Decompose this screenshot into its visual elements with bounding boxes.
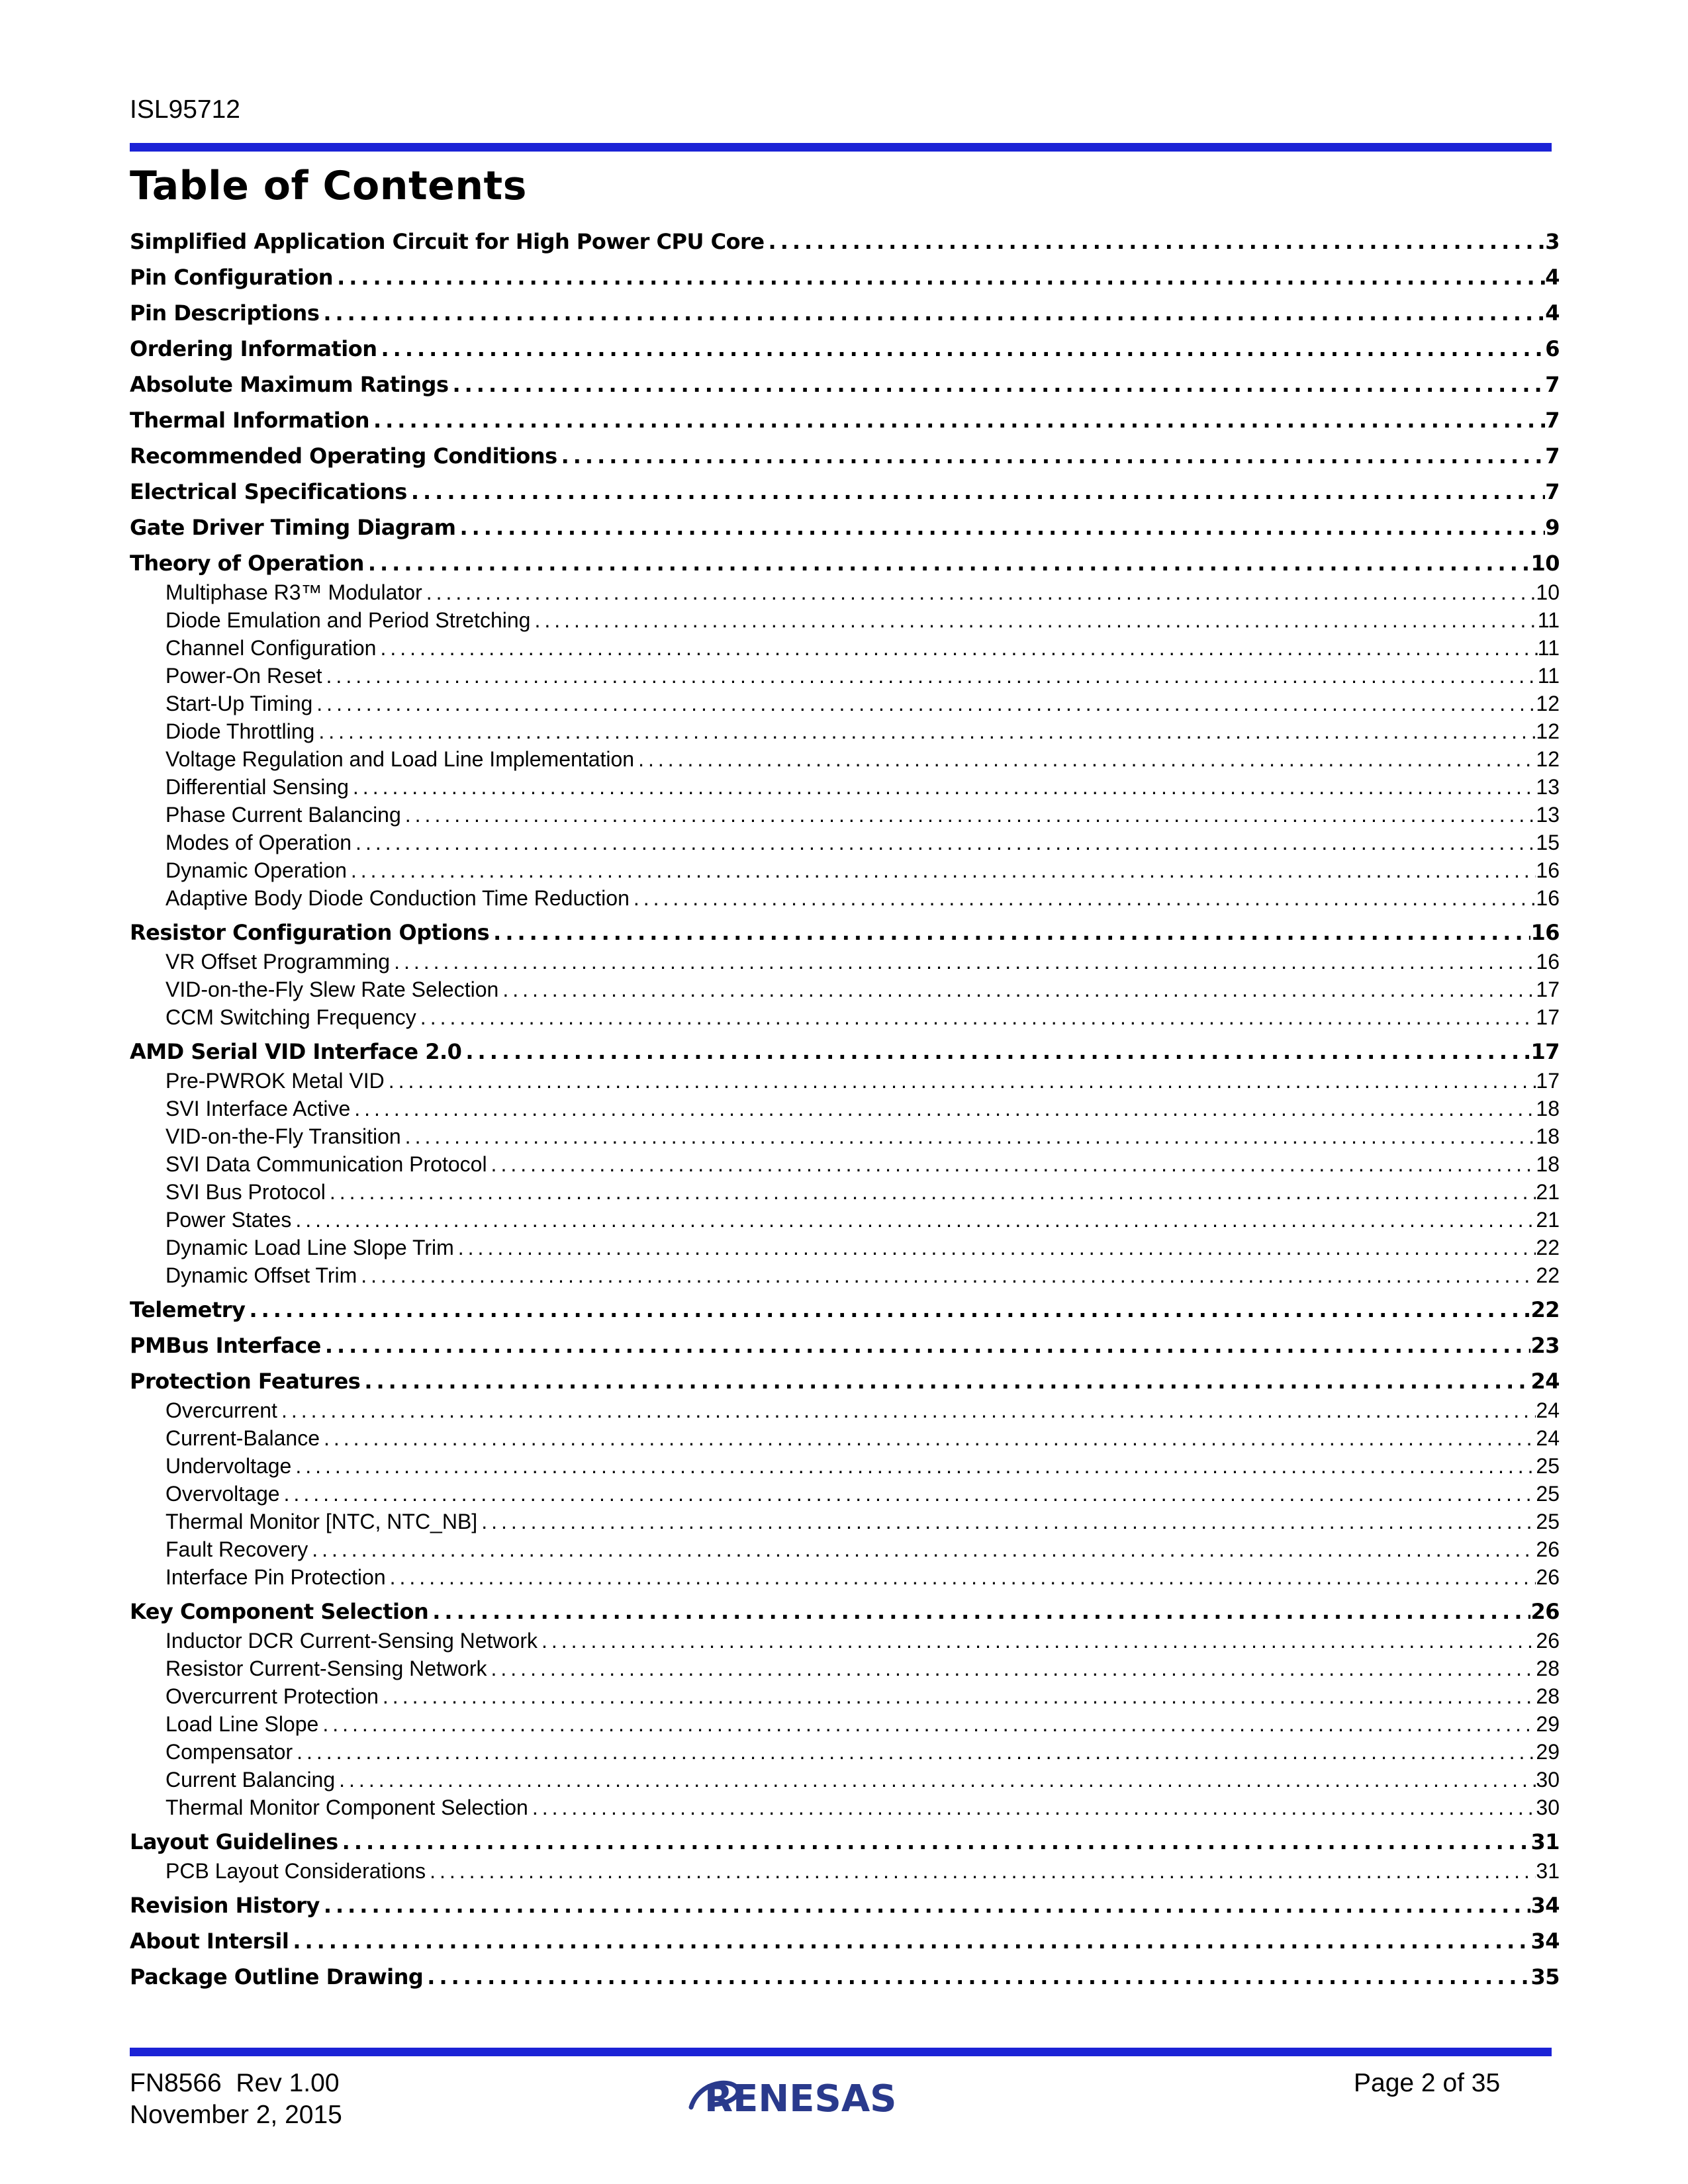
toc-leader-dots xyxy=(454,1236,1536,1260)
toc-subsection-link[interactable] xyxy=(130,717,1560,745)
toc-leader-dots xyxy=(416,1005,1536,1030)
toc-subsection-link[interactable] xyxy=(130,1655,1560,1682)
toc-entry-label: Diode Throttling xyxy=(165,719,315,743)
toc-subsection-link[interactable] xyxy=(130,1424,1560,1452)
toc-entry-page: 31 xyxy=(1536,1858,1560,1883)
page-title: Table of Contents xyxy=(130,163,527,209)
toc-entry-label: Simplified Application Circuit for High Power CPU Core xyxy=(130,229,765,254)
toc-entry-label: Load Line Slope xyxy=(165,1711,319,1736)
footer-doc-info xyxy=(130,2068,342,2131)
toc-entry-label: AMD Serial VID Interface 2.0 xyxy=(130,1039,462,1064)
toc-entry-page: 9 xyxy=(1545,515,1560,540)
toc-entry-label: Current Balancing xyxy=(165,1767,336,1792)
toc-entry-page: 35 xyxy=(1530,1964,1560,1989)
toc-entry-label: Power States xyxy=(165,1207,292,1232)
toc-entry-page: 10 xyxy=(1536,580,1560,604)
toc-entry-label: Dynamic Operation xyxy=(165,858,347,882)
toc-entry-label: CCM Switching Frequency xyxy=(165,1005,416,1029)
toc-entry-label: Resistor Current-Sensing Network xyxy=(165,1656,487,1680)
header-rule xyxy=(130,143,1552,152)
toc-entry-label: Diode Emulation and Period Stretching xyxy=(165,608,531,632)
toc-entry-page: 17 xyxy=(1536,1005,1560,1029)
toc-subsection-link[interactable] xyxy=(130,578,1560,606)
toc-leader-dots xyxy=(487,1657,1536,1681)
toc-entry-label: Pin Descriptions xyxy=(130,300,320,326)
toc-leader-dots xyxy=(489,920,1530,945)
toc-entry-label: Channel Configuration xyxy=(165,635,377,660)
toc-leader-dots xyxy=(318,1712,1536,1737)
toc-leader-dots xyxy=(422,580,1536,605)
toc-entry-page: 21 xyxy=(1536,1179,1560,1204)
toc-entry-page: 3 xyxy=(1545,229,1560,254)
toc-entry-page: 18 xyxy=(1536,1124,1560,1148)
toc-subsection-link[interactable] xyxy=(130,856,1560,884)
toc-entry-page: 16 xyxy=(1536,858,1560,882)
toc-entry-page: 7 xyxy=(1545,479,1560,504)
toc-entry-page: 10 xyxy=(1530,551,1560,576)
toc-leader-dots xyxy=(326,1180,1536,1205)
toc-leader-dots xyxy=(428,1599,1530,1624)
toc-entry-page: 18 xyxy=(1536,1096,1560,1120)
toc-subsection-link[interactable] xyxy=(130,745,1560,773)
toc-entry-page: 16 xyxy=(1536,949,1560,974)
toc-entry-label: Recommended Operating Conditions xyxy=(130,443,557,469)
toc-entry-page: 7 xyxy=(1545,443,1560,469)
toc-subsection-link[interactable] xyxy=(130,1627,1560,1655)
toc-entry-label: Start-Up Timing xyxy=(165,691,313,715)
toc-entry-page: 22 xyxy=(1530,1297,1560,1322)
toc-entry-label: Overcurrent xyxy=(165,1398,277,1422)
toc-entry-label: Overcurrent Protection xyxy=(165,1684,379,1708)
renesas-logo-text: RENESAS xyxy=(704,2077,897,2120)
renesas-logo-icon xyxy=(686,2074,964,2120)
toc-entry-label: PMBus Interface xyxy=(130,1333,321,1358)
renesas-logo xyxy=(686,2074,964,2124)
toc-section-link[interactable] xyxy=(130,1959,1560,1995)
toc-entry-label: Protection Features xyxy=(130,1369,361,1394)
toc-section-link[interactable] xyxy=(130,1888,1560,1923)
toc-entry-label: Interface Pin Protection xyxy=(165,1565,386,1589)
toc-entry-page: 18 xyxy=(1536,1152,1560,1176)
toc-leader-dots xyxy=(312,692,1536,716)
toc-subsection-link[interactable] xyxy=(130,606,1560,634)
toc-leader-dots xyxy=(401,1124,1536,1149)
toc-section-link[interactable] xyxy=(130,1824,1560,1860)
toc-entry-label: Pre-PWROK Metal VID xyxy=(165,1068,385,1093)
toc-subsection-link[interactable] xyxy=(130,1794,1560,1821)
toc-subsection-link[interactable] xyxy=(130,1178,1560,1206)
toc-leader-dots xyxy=(477,1510,1536,1534)
toc-entry-page: 29 xyxy=(1536,1711,1560,1736)
toc-entry-label: Overvoltage xyxy=(165,1481,280,1506)
toc-entry-label: SVI Bus Protocol xyxy=(165,1179,326,1204)
toc-entry-label: Absolute Maximum Ratings xyxy=(130,372,449,397)
toc-leader-dots xyxy=(320,1426,1536,1451)
toc-entry-page: 16 xyxy=(1536,886,1560,910)
toc-leader-dots xyxy=(347,858,1536,883)
toc-entry-page: 25 xyxy=(1536,1509,1560,1533)
toc-section-link[interactable] xyxy=(130,474,1560,510)
toc-subsection-link[interactable] xyxy=(130,1452,1560,1480)
toc-leader-dots xyxy=(289,1929,1530,1954)
toc-leader-dots xyxy=(538,1629,1536,1653)
toc-entry-page: 17 xyxy=(1536,977,1560,1001)
toc-subsection-link[interactable] xyxy=(130,1766,1560,1794)
toc-entry-page: 26 xyxy=(1536,1628,1560,1653)
toc-subsection-link[interactable] xyxy=(130,1003,1560,1031)
toc-entry-page: 28 xyxy=(1536,1656,1560,1680)
toc-leader-dots xyxy=(314,719,1536,744)
toc-leader-dots xyxy=(291,1208,1536,1232)
toc-subsection-link[interactable] xyxy=(130,662,1560,690)
toc-entry-label: Layout Guidelines xyxy=(130,1829,338,1854)
toc-entry-label: SVI Interface Active xyxy=(165,1096,351,1120)
toc-leader-dots xyxy=(280,1482,1536,1506)
toc-entry-label: Revision History xyxy=(130,1893,320,1918)
toc-entry-label: About Intersil xyxy=(130,1929,289,1954)
toc-entry-page: 26 xyxy=(1536,1537,1560,1561)
toc-leader-dots xyxy=(322,664,1538,688)
toc-section-link[interactable] xyxy=(130,331,1560,367)
toc-leader-dots xyxy=(461,1039,1530,1064)
toc-leader-dots xyxy=(557,443,1546,469)
toc-entry-page: 25 xyxy=(1536,1481,1560,1506)
toc-entry-label: SVI Data Communication Protocol xyxy=(165,1152,487,1176)
toc-entry-label: PCB Layout Considerations xyxy=(165,1858,426,1883)
toc-entry-page: 15 xyxy=(1536,830,1560,854)
toc-subsection-link[interactable] xyxy=(130,1067,1560,1095)
toc-entry-page: 24 xyxy=(1536,1398,1560,1422)
footer-page-number: Page 2 of 35 xyxy=(1354,2069,1501,2097)
header-part-number: ISL95712 xyxy=(130,95,240,124)
toc-entry-label: Gate Driver Timing Diagram xyxy=(130,515,456,540)
toc-section-link[interactable] xyxy=(130,1363,1560,1399)
toc-leader-dots xyxy=(630,886,1536,911)
toc-section-link[interactable] xyxy=(130,295,1560,331)
table-of-contents xyxy=(130,224,1560,1995)
toc-leader-dots xyxy=(423,1964,1530,1989)
toc-entry-label: Resistor Configuration Options xyxy=(130,920,490,945)
toc-subsection-link[interactable] xyxy=(130,1150,1560,1178)
toc-entry-page: 6 xyxy=(1545,336,1560,361)
toc-entry-page: 11 xyxy=(1537,635,1560,660)
toc-entry-label: Dynamic Offset Trim xyxy=(165,1263,357,1287)
toc-entry-page: 28 xyxy=(1536,1684,1560,1708)
toc-entry-label: Phase Current Balancing xyxy=(165,802,401,827)
toc-subsection-link[interactable] xyxy=(130,773,1560,801)
toc-entry-label: Thermal Information xyxy=(130,408,369,433)
toc-leader-dots xyxy=(369,408,1545,433)
toc-entry-label: Thermal Monitor Component Selection xyxy=(165,1795,528,1819)
toc-entry-page: 34 xyxy=(1530,1929,1560,1954)
toc-section-link[interactable] xyxy=(130,1292,1560,1328)
toc-leader-dots xyxy=(386,1565,1536,1590)
toc-subsection-link[interactable] xyxy=(130,1738,1560,1766)
toc-entry-page: 22 xyxy=(1536,1263,1560,1287)
toc-leader-dots xyxy=(455,515,1545,540)
toc-subsection-link[interactable] xyxy=(130,1234,1560,1261)
footer-rule xyxy=(130,2048,1552,2056)
toc-leader-dots xyxy=(349,775,1536,799)
toc-leader-dots xyxy=(379,1684,1536,1709)
toc-leader-dots xyxy=(765,229,1546,254)
toc-subsection-link[interactable] xyxy=(130,1480,1560,1508)
toc-subsection-link[interactable] xyxy=(130,1710,1560,1738)
toc-entry-page: 11 xyxy=(1537,608,1560,632)
toc-leader-dots xyxy=(376,636,1537,660)
toc-leader-dots xyxy=(426,1859,1536,1884)
toc-entry-label: Inductor DCR Current-Sensing Network xyxy=(165,1628,538,1653)
toc-leader-dots xyxy=(498,978,1536,1002)
toc-entry-page: 26 xyxy=(1530,1599,1560,1624)
toc-leader-dots xyxy=(350,1097,1536,1121)
toc-entry-label: VID-on-the-Fly Transition xyxy=(165,1124,401,1148)
toc-subsection-link[interactable] xyxy=(130,884,1560,912)
toc-entry-page: 31 xyxy=(1530,1829,1560,1854)
toc-entry-page: 25 xyxy=(1536,1453,1560,1478)
toc-leader-dots xyxy=(390,950,1536,974)
toc-entry-page: 22 xyxy=(1536,1235,1560,1259)
toc-subsection-link[interactable] xyxy=(130,976,1560,1003)
toc-leader-dots xyxy=(277,1398,1536,1423)
toc-entry-page: 34 xyxy=(1530,1893,1560,1918)
toc-leader-dots xyxy=(335,1768,1536,1792)
toc-leader-dots xyxy=(321,1333,1531,1358)
toc-leader-dots xyxy=(338,1829,1531,1854)
toc-entry-page: 30 xyxy=(1536,1795,1560,1819)
toc-section-link[interactable] xyxy=(130,438,1560,474)
toc-entry-page: 4 xyxy=(1545,265,1560,290)
toc-entry-page: 7 xyxy=(1545,408,1560,433)
toc-entry-label: Package Outline Drawing xyxy=(130,1964,424,1989)
toc-entry-label: VR Offset Programming xyxy=(165,949,391,974)
toc-entry-label: Compensator xyxy=(165,1739,293,1764)
toc-entry-label: Key Component Selection xyxy=(130,1599,429,1624)
toc-subsection-link[interactable] xyxy=(130,829,1560,856)
toc-entry-page: 12 xyxy=(1536,747,1560,771)
toc-section-link[interactable] xyxy=(130,1328,1560,1363)
toc-entry-label: Telemetry xyxy=(130,1297,246,1322)
toc-entry-label: Voltage Regulation and Load Line Implementation xyxy=(165,747,635,771)
toc-section-link[interactable] xyxy=(130,915,1560,950)
toc-section-link[interactable] xyxy=(130,402,1560,438)
footer-doc-number: FN8566 Rev 1.00 xyxy=(130,2069,340,2097)
toc-leader-dots xyxy=(357,1263,1536,1288)
toc-entry-label: Thermal Monitor [NTC, NTC_NB] xyxy=(165,1509,478,1533)
toc-section-link[interactable] xyxy=(130,545,1560,581)
toc-section-link[interactable] xyxy=(130,1923,1560,1959)
toc-leader-dots xyxy=(320,1893,1531,1918)
toc-entry-page: 24 xyxy=(1530,1369,1560,1394)
toc-entry-page: 30 xyxy=(1536,1767,1560,1792)
toc-section-link[interactable] xyxy=(130,224,1560,259)
toc-entry-label: Modes of Operation xyxy=(165,830,352,854)
toc-subsection-link[interactable] xyxy=(130,948,1560,976)
toc-entry-label: Adaptive Body Diode Conduction Time Reduction xyxy=(165,886,630,910)
toc-subsection-link[interactable] xyxy=(130,1508,1560,1535)
toc-subsection-link[interactable] xyxy=(130,1122,1560,1150)
toc-subsection-link[interactable] xyxy=(130,1535,1560,1563)
toc-entry-label: Ordering Information xyxy=(130,336,377,361)
toc-entry-label: Pin Configuration xyxy=(130,265,334,290)
toc-leader-dots xyxy=(401,803,1536,827)
toc-section-link[interactable] xyxy=(130,367,1560,402)
toc-subsection-link[interactable] xyxy=(130,1857,1560,1885)
toc-leader-dots xyxy=(352,831,1536,855)
toc-leader-dots xyxy=(487,1152,1536,1177)
toc-leader-dots xyxy=(448,372,1545,397)
toc-entry-label: Multiphase R3™ Modulator xyxy=(165,580,422,604)
toc-entry-page: 11 xyxy=(1537,663,1560,688)
toc-leader-dots xyxy=(333,265,1545,290)
toc-leader-dots xyxy=(245,1297,1530,1322)
toc-entry-label: Dynamic Load Line Slope Trim xyxy=(165,1235,454,1259)
toc-leader-dots xyxy=(319,300,1545,326)
toc-entry-page: 13 xyxy=(1536,802,1560,827)
toc-leader-dots xyxy=(528,1796,1536,1820)
toc-entry-page: 12 xyxy=(1536,719,1560,743)
toc-entry-page: 16 xyxy=(1530,920,1560,945)
toc-entry-label: Electrical Specifications xyxy=(130,479,407,504)
toc-subsection-link[interactable] xyxy=(130,1563,1560,1591)
toc-entry-label: Theory of Operation xyxy=(130,551,364,576)
toc-entry-page: 26 xyxy=(1536,1565,1560,1589)
toc-entry-page: 4 xyxy=(1545,300,1560,326)
toc-entry-page: 24 xyxy=(1536,1426,1560,1450)
toc-section-link[interactable] xyxy=(130,259,1560,295)
toc-entry-label: VID-on-the-Fly Slew Rate Selection xyxy=(165,977,499,1001)
toc-subsection-link[interactable] xyxy=(130,690,1560,717)
toc-subsection-link[interactable] xyxy=(130,801,1560,829)
toc-subsection-link[interactable] xyxy=(130,1095,1560,1122)
toc-entry-label: Power-On Reset xyxy=(165,663,322,688)
toc-entry-page: 7 xyxy=(1545,372,1560,397)
toc-entry-label: Fault Recovery xyxy=(165,1537,308,1561)
toc-leader-dots xyxy=(634,747,1536,772)
toc-leader-dots xyxy=(291,1454,1536,1479)
toc-entry-page: 17 xyxy=(1530,1039,1560,1064)
toc-subsection-link[interactable] xyxy=(130,1261,1560,1289)
toc-entry-label: Current-Balance xyxy=(165,1426,320,1450)
toc-section-link[interactable] xyxy=(130,1594,1560,1629)
toc-subsection-link[interactable] xyxy=(130,1682,1560,1710)
toc-entry-page: 12 xyxy=(1536,691,1560,715)
toc-leader-dots xyxy=(364,551,1531,576)
toc-section-link[interactable] xyxy=(130,510,1560,545)
footer-date: November 2, 2015 xyxy=(130,2101,342,2129)
toc-subsection-link[interactable] xyxy=(130,634,1560,662)
toc-entry-label: Undervoltage xyxy=(165,1453,292,1478)
toc-leader-dots xyxy=(407,479,1545,504)
toc-entry-page: 23 xyxy=(1530,1333,1560,1358)
toc-leader-dots xyxy=(530,608,1537,633)
toc-entry-page: 17 xyxy=(1536,1068,1560,1093)
toc-leader-dots xyxy=(293,1740,1536,1764)
toc-section-link[interactable] xyxy=(130,1034,1560,1069)
toc-subsection-link[interactable] xyxy=(130,1206,1560,1234)
toc-entry-label: Differential Sensing xyxy=(165,774,349,799)
toc-entry-page: 13 xyxy=(1536,774,1560,799)
toc-entry-page: 21 xyxy=(1536,1207,1560,1232)
toc-leader-dots xyxy=(308,1537,1536,1562)
toc-leader-dots xyxy=(360,1369,1530,1394)
toc-leader-dots xyxy=(385,1069,1536,1093)
toc-subsection-link[interactable] xyxy=(130,1396,1560,1424)
toc-leader-dots xyxy=(377,336,1546,361)
toc-entry-page: 29 xyxy=(1536,1739,1560,1764)
